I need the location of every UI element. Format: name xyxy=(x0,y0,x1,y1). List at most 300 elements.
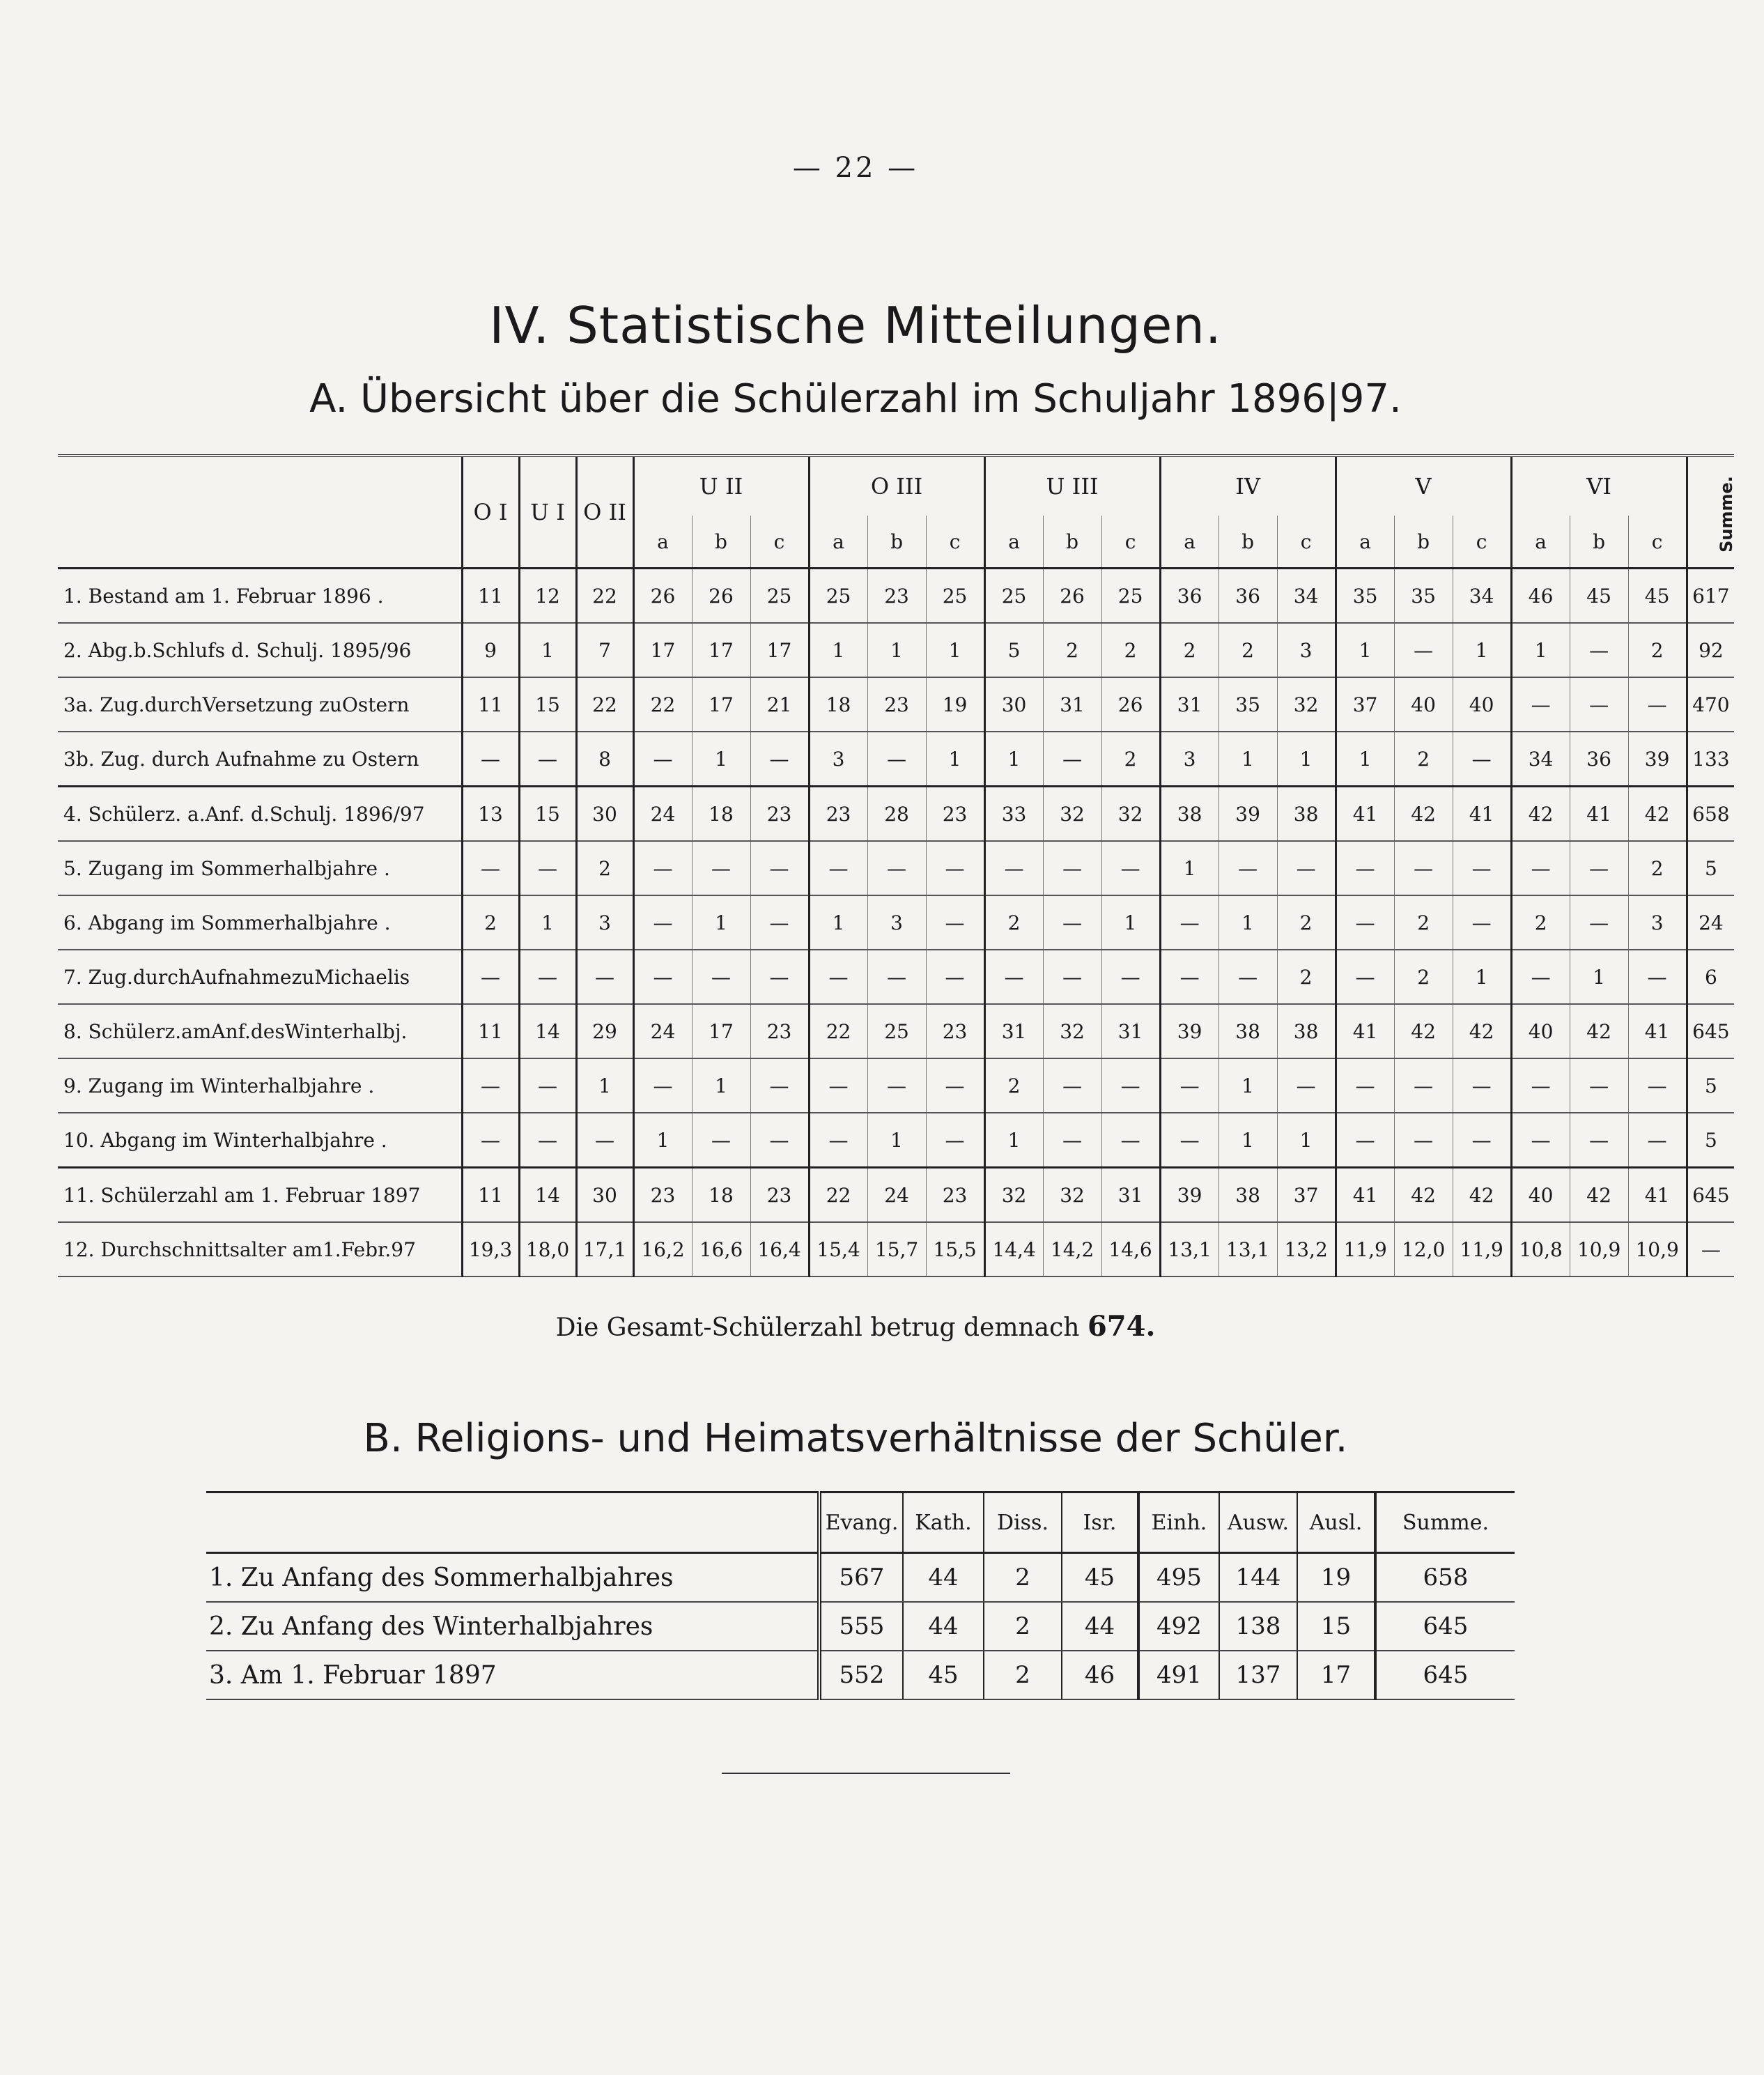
table-cell: 3 xyxy=(1160,732,1218,787)
table-cell: 42 xyxy=(1628,787,1687,842)
sub-a: a xyxy=(1160,516,1218,569)
class-header-oiii: O III xyxy=(809,456,984,516)
row-label: 3. Am 1. Februar 1897 xyxy=(206,1651,819,1699)
table-cell: 658 xyxy=(1375,1553,1515,1603)
table-cell: 37 xyxy=(1277,1168,1336,1223)
class-header-uii: U II xyxy=(633,456,809,516)
table-cell: — xyxy=(633,841,692,895)
class-header-iv: IV xyxy=(1160,456,1336,516)
table-cell: — xyxy=(1043,950,1101,1004)
table-cell: — xyxy=(750,1058,809,1113)
table-cell: 16,4 xyxy=(750,1222,809,1276)
table-cell: — xyxy=(809,950,867,1004)
header-evang: Evang. xyxy=(819,1492,903,1553)
table-row xyxy=(206,1602,1515,1651)
label-header xyxy=(58,456,462,569)
class-header-vi: VI xyxy=(1511,456,1687,516)
table-cell: — xyxy=(576,950,633,1004)
table-cell: 19 xyxy=(926,677,984,732)
table-cell: 10,8 xyxy=(1511,1222,1570,1276)
table-cell: 552 xyxy=(819,1651,903,1699)
sub-c: c xyxy=(1628,516,1687,569)
table-cell: 36 xyxy=(1160,569,1218,624)
page-title: IV. Statistische Mitteilungen. xyxy=(489,296,1222,355)
table-cell: — xyxy=(633,1058,692,1113)
table-cell: 23 xyxy=(809,787,867,842)
table-cell: 3 xyxy=(1277,623,1336,677)
table-cell: 28 xyxy=(867,787,926,842)
table-cell: 1 xyxy=(633,1113,692,1168)
table-cell: — xyxy=(633,950,692,1004)
table-cell: 23 xyxy=(633,1168,692,1223)
table-cell: 2 xyxy=(984,1602,1062,1651)
table-cell: 29 xyxy=(576,1004,633,1058)
header-summe: Summe. xyxy=(1375,1492,1515,1553)
table-cell: 16,2 xyxy=(633,1222,692,1276)
table-cell: 1 xyxy=(692,1058,750,1113)
header-isr: Isr. xyxy=(1062,1492,1138,1553)
table-row xyxy=(58,1168,1734,1223)
table-cell: — xyxy=(926,1113,984,1168)
table-cell: — xyxy=(750,950,809,1004)
sub-a: a xyxy=(1511,516,1570,569)
table-cell: — xyxy=(1511,677,1570,732)
table-cell: — xyxy=(1101,1058,1160,1113)
table-cell: — xyxy=(1218,841,1277,895)
table-cell: 42 xyxy=(1453,1168,1511,1223)
table-cell: 31 xyxy=(1101,1168,1160,1223)
table-cell: — xyxy=(1101,1113,1160,1168)
table-cell: 1 xyxy=(867,623,926,677)
table-cell: — xyxy=(1453,732,1511,787)
table-row xyxy=(206,1651,1515,1699)
table-cell: — xyxy=(867,841,926,895)
table-cell: 2 xyxy=(462,895,519,950)
table-cell: 41 xyxy=(1628,1168,1687,1223)
header-einh: Einh. xyxy=(1138,1492,1219,1553)
table-cell: — xyxy=(1570,677,1628,732)
table-cell: 24 xyxy=(867,1168,926,1223)
table-cell: — xyxy=(1336,1058,1394,1113)
table-cell: 18 xyxy=(809,677,867,732)
table-cell: 13,1 xyxy=(1160,1222,1218,1276)
table-cell: 645 xyxy=(1375,1651,1515,1699)
table-cell: 1 xyxy=(926,623,984,677)
table-cell: 19 xyxy=(1297,1553,1375,1603)
table-cell: — xyxy=(692,841,750,895)
table-cell: — xyxy=(926,950,984,1004)
table-cell: 22 xyxy=(633,677,692,732)
table-cell: 2 xyxy=(984,895,1043,950)
row-label: 10. Abgang im Winterhalbjahre . xyxy=(58,1113,462,1168)
table-cell: 36 xyxy=(1570,732,1628,787)
row-sum-cell: 5 xyxy=(1687,1058,1734,1113)
table-cell: 1 xyxy=(1453,623,1511,677)
table-cell: 1 xyxy=(1570,950,1628,1004)
table-cell: 31 xyxy=(1101,1004,1160,1058)
table-cell: — xyxy=(1336,1113,1394,1168)
table-cell: 38 xyxy=(1218,1168,1277,1223)
table-cell: 36 xyxy=(1218,569,1277,624)
table-cell: — xyxy=(519,841,576,895)
sub-a: a xyxy=(633,516,692,569)
table-row xyxy=(58,677,1734,732)
row-label: 3a. Zug.durchVersetzung zuOstern xyxy=(58,677,462,732)
class-header-ui: U I xyxy=(519,456,576,569)
table-cell: 1 xyxy=(519,895,576,950)
table-cell: — xyxy=(1511,841,1570,895)
table-row xyxy=(58,950,1734,1004)
table-cell: 25 xyxy=(984,569,1043,624)
table-cell: 31 xyxy=(1043,677,1101,732)
table-cell: 19,3 xyxy=(462,1222,519,1276)
table-cell: 32 xyxy=(1043,1168,1101,1223)
row-sum-cell: 5 xyxy=(1687,1113,1734,1168)
table-cell: 24 xyxy=(633,1004,692,1058)
table-cell: 17,1 xyxy=(576,1222,633,1276)
religion-body xyxy=(206,1553,1515,1700)
table-cell: 17 xyxy=(692,623,750,677)
row-sum-cell: 658 xyxy=(1687,787,1734,842)
table-cell: 23 xyxy=(867,569,926,624)
table-cell: 12,0 xyxy=(1394,1222,1453,1276)
summe-header xyxy=(1687,456,1734,569)
table-cell: 41 xyxy=(1453,787,1511,842)
row-label: 12. Durchschnittsalter am1.Febr.97 xyxy=(58,1222,462,1276)
religion-table xyxy=(206,1491,1515,1700)
row-sum-cell: 24 xyxy=(1687,895,1734,950)
table-cell: 39 xyxy=(1160,1168,1218,1223)
table-cell: 38 xyxy=(1160,787,1218,842)
table-cell: 17 xyxy=(692,1004,750,1058)
table-cell: 1 xyxy=(576,1058,633,1113)
row-label: 2. Abg.b.Schlufs d. Schulj. 1895/96 xyxy=(58,623,462,677)
sub-c: c xyxy=(1101,516,1160,569)
class-header-uiii: U III xyxy=(984,456,1160,516)
table-cell: 34 xyxy=(1277,569,1336,624)
table-cell: — xyxy=(462,1113,519,1168)
row-label: 1. Zu Anfang des Sommerhalbjahres xyxy=(206,1553,819,1603)
table-cell: — xyxy=(462,732,519,787)
table-cell: 1 xyxy=(926,732,984,787)
table-cell: 31 xyxy=(984,1004,1043,1058)
table-cell: 3 xyxy=(809,732,867,787)
table-cell: 12 xyxy=(519,569,576,624)
table-cell: 23 xyxy=(926,1004,984,1058)
table-row xyxy=(58,569,1734,624)
table-cell: — xyxy=(519,950,576,1004)
table-cell: — xyxy=(1336,895,1394,950)
row-sum-cell: 92 xyxy=(1687,623,1734,677)
table-cell: 1 xyxy=(809,895,867,950)
table-cell: 41 xyxy=(1628,1004,1687,1058)
table-cell: 44 xyxy=(903,1553,984,1603)
table-cell: 15 xyxy=(519,677,576,732)
table-cell: 16,6 xyxy=(692,1222,750,1276)
row-label: 5. Zugang im Sommerhalbjahre . xyxy=(58,841,462,895)
table-cell: 13,2 xyxy=(1277,1222,1336,1276)
table-cell: — xyxy=(984,950,1043,1004)
table-cell: — xyxy=(462,841,519,895)
table-cell: 23 xyxy=(867,677,926,732)
sub-c: c xyxy=(750,516,809,569)
table-cell: 7 xyxy=(576,623,633,677)
table-cell: 2 xyxy=(1277,950,1336,1004)
table-cell: 25 xyxy=(867,1004,926,1058)
table-cell: 17 xyxy=(633,623,692,677)
table-cell: 41 xyxy=(1336,787,1394,842)
table-cell: 1 xyxy=(1218,895,1277,950)
row-label: 8. Schülerz.amAnf.desWinterhalbj. xyxy=(58,1004,462,1058)
table-cell: 1 xyxy=(1218,1058,1277,1113)
table-cell: — xyxy=(519,1058,576,1113)
table-cell: — xyxy=(1043,1113,1101,1168)
table-cell: 2 xyxy=(1277,895,1336,950)
header-kath: Kath. xyxy=(903,1492,984,1553)
row-sum-cell: 470 xyxy=(1687,677,1734,732)
table-cell: 15 xyxy=(1297,1602,1375,1651)
table-cell: 45 xyxy=(1570,569,1628,624)
row-sum-cell: 645 xyxy=(1687,1004,1734,1058)
table-cell: — xyxy=(1453,895,1511,950)
table-cell: 2 xyxy=(1218,623,1277,677)
section-a-title: A. Übersicht über die Schülerzahl im Schuljahr 1896|97. xyxy=(309,376,1402,422)
table-cell: 2 xyxy=(1394,895,1453,950)
table-cell: 2 xyxy=(984,1553,1062,1603)
sub-b: b xyxy=(1570,516,1628,569)
table-cell: 17 xyxy=(692,677,750,732)
table-cell: 1 xyxy=(867,1113,926,1168)
table-cell: 38 xyxy=(1218,1004,1277,1058)
table-cell: — xyxy=(750,732,809,787)
table-cell: 18 xyxy=(692,787,750,842)
table-cell: 5 xyxy=(984,623,1043,677)
table-cell: 2 xyxy=(1101,732,1160,787)
table-cell: 23 xyxy=(926,787,984,842)
header-ausl: Ausl. xyxy=(1297,1492,1375,1553)
table-cell: — xyxy=(1453,841,1511,895)
table-cell: — xyxy=(867,732,926,787)
table-row xyxy=(58,787,1734,842)
table-cell: 1 xyxy=(1336,623,1394,677)
table-cell: 8 xyxy=(576,732,633,787)
table-cell: — xyxy=(1101,950,1160,1004)
sub-c: c xyxy=(1453,516,1511,569)
table-cell: — xyxy=(1394,1113,1453,1168)
table-cell: 17 xyxy=(750,623,809,677)
table-cell: 22 xyxy=(809,1168,867,1223)
table-cell: 1 xyxy=(1277,1113,1336,1168)
table-cell: 13 xyxy=(462,787,519,842)
table-cell: 40 xyxy=(1394,677,1453,732)
table-cell: 14,2 xyxy=(1043,1222,1101,1276)
table-cell: 1 xyxy=(984,1113,1043,1168)
table-cell: 42 xyxy=(1453,1004,1511,1058)
table-cell: 39 xyxy=(1628,732,1687,787)
sub-a: a xyxy=(1336,516,1394,569)
table-cell: 42 xyxy=(1394,1168,1453,1223)
table-cell: — xyxy=(1043,895,1101,950)
table-cell: 2 xyxy=(984,1651,1062,1699)
row-sum-cell: 133 xyxy=(1687,732,1734,787)
table-cell: — xyxy=(1043,732,1101,787)
table-cell: 1 xyxy=(1218,732,1277,787)
table-cell: — xyxy=(1394,1058,1453,1113)
table-cell: — xyxy=(1160,895,1218,950)
table-cell: 32 xyxy=(1101,787,1160,842)
table-cell: 15 xyxy=(519,787,576,842)
sub-a: a xyxy=(984,516,1043,569)
table-cell: 35 xyxy=(1394,569,1453,624)
table-cell: — xyxy=(462,950,519,1004)
table-cell: 11 xyxy=(462,1168,519,1223)
row-label: 11. Schülerzahl am 1. Februar 1897 xyxy=(58,1168,462,1223)
table-cell: — xyxy=(633,895,692,950)
table-cell: 11,9 xyxy=(1336,1222,1394,1276)
table-cell: 25 xyxy=(1101,569,1160,624)
table-row xyxy=(58,1004,1734,1058)
table-cell: 11,9 xyxy=(1453,1222,1511,1276)
table-cell: — xyxy=(809,841,867,895)
table-cell: — xyxy=(633,732,692,787)
page-number: — 22 — xyxy=(792,152,919,184)
table-cell: 40 xyxy=(1511,1004,1570,1058)
table-cell: 41 xyxy=(1336,1004,1394,1058)
student-count-table xyxy=(58,454,1734,1277)
table-cell: — xyxy=(1394,623,1453,677)
table-cell: 39 xyxy=(1218,787,1277,842)
table-cell: 34 xyxy=(1511,732,1570,787)
table-cell: 34 xyxy=(1453,569,1511,624)
table-cell: 14,4 xyxy=(984,1222,1043,1276)
table-cell: — xyxy=(1101,841,1160,895)
table-cell: 42 xyxy=(1570,1168,1628,1223)
table-cell: 32 xyxy=(1043,787,1101,842)
table-cell: 2 xyxy=(1394,732,1453,787)
sub-c: c xyxy=(926,516,984,569)
row-sum-cell: 617 xyxy=(1687,569,1734,624)
table-cell: 41 xyxy=(1336,1168,1394,1223)
table-row xyxy=(58,1222,1734,1276)
table-cell: 30 xyxy=(984,677,1043,732)
total-note-number: 674. xyxy=(1087,1310,1156,1343)
table-cell: — xyxy=(692,950,750,1004)
table-cell: 11 xyxy=(462,1004,519,1058)
table-cell: 46 xyxy=(1511,569,1570,624)
table-cell: — xyxy=(1277,1058,1336,1113)
table-cell: 39 xyxy=(1160,1004,1218,1058)
table-cell: 42 xyxy=(1570,1004,1628,1058)
table-cell: 10,9 xyxy=(1570,1222,1628,1276)
table-cell: 32 xyxy=(1043,1004,1101,1058)
table-cell: 23 xyxy=(750,1004,809,1058)
table-cell: 45 xyxy=(903,1651,984,1699)
class-header-v: V xyxy=(1336,456,1511,516)
sub-b: b xyxy=(1218,516,1277,569)
row-label: 9. Zugang im Winterhalbjahre . xyxy=(58,1058,462,1113)
table-cell: 42 xyxy=(1394,787,1453,842)
table-cell: 137 xyxy=(1219,1651,1297,1699)
table-cell: — xyxy=(1511,1058,1570,1113)
table-cell: 1 xyxy=(984,732,1043,787)
table-cell: 2 xyxy=(1511,895,1570,950)
table-row xyxy=(58,1113,1734,1168)
table-row xyxy=(58,1058,1734,1113)
table-cell: 18 xyxy=(692,1168,750,1223)
table-cell: — xyxy=(750,895,809,950)
table-cell: 21 xyxy=(750,677,809,732)
table-cell: 25 xyxy=(926,569,984,624)
table-cell: 37 xyxy=(1336,677,1394,732)
table-cell: 44 xyxy=(1062,1602,1138,1651)
table-cell: 45 xyxy=(1628,569,1687,624)
table-cell: 10,9 xyxy=(1628,1222,1687,1276)
table-cell: — xyxy=(1043,1058,1101,1113)
table-cell: 46 xyxy=(1062,1651,1138,1699)
row-label: 2. Zu Anfang des Winterhalbjahres xyxy=(206,1602,819,1651)
table-cell: 1 xyxy=(692,732,750,787)
sub-b: b xyxy=(1394,516,1453,569)
table-cell: 2 xyxy=(1628,841,1687,895)
table-cell: — xyxy=(1453,1113,1511,1168)
table-cell: — xyxy=(1453,1058,1511,1113)
table-cell: — xyxy=(1570,623,1628,677)
table-cell: — xyxy=(1336,950,1394,1004)
table-cell: — xyxy=(519,1113,576,1168)
row-label: 6. Abgang im Sommerhalbjahre . xyxy=(58,895,462,950)
table-cell: 1 xyxy=(1453,950,1511,1004)
table-cell: 9 xyxy=(462,623,519,677)
table-cell: — xyxy=(750,841,809,895)
row-sum-cell: — xyxy=(1687,1222,1734,1276)
table-cell: 38 xyxy=(1277,787,1336,842)
table-cell: 23 xyxy=(750,1168,809,1223)
table-cell: 1 xyxy=(1160,841,1218,895)
table-cell: 24 xyxy=(633,787,692,842)
table-cell: — xyxy=(1570,1113,1628,1168)
table-cell: 14,6 xyxy=(1101,1222,1160,1276)
row-sum-cell: 6 xyxy=(1687,950,1734,1004)
table-cell: 2 xyxy=(984,1058,1043,1113)
total-note-text: Die Gesamt-Schülerzahl betrug demnach xyxy=(555,1313,1080,1342)
table-cell: 40 xyxy=(1511,1168,1570,1223)
table-cell: 2 xyxy=(1043,623,1101,677)
table-cell: — xyxy=(1570,1058,1628,1113)
table-cell: — xyxy=(1570,841,1628,895)
table-cell: — xyxy=(462,1058,519,1113)
table-cell: — xyxy=(1218,950,1277,1004)
table-cell: — xyxy=(809,1058,867,1113)
table-cell: 26 xyxy=(1101,677,1160,732)
table-cell: 2 xyxy=(1101,623,1160,677)
table-cell: — xyxy=(1394,841,1453,895)
sub-b: b xyxy=(692,516,750,569)
table-cell: 45 xyxy=(1062,1553,1138,1603)
table-row xyxy=(58,623,1734,677)
table-cell: 1 xyxy=(1218,1113,1277,1168)
table-cell: 492 xyxy=(1138,1602,1219,1651)
table-cell: 2 xyxy=(1394,950,1453,1004)
student-count-body xyxy=(58,569,1734,1277)
table-row xyxy=(58,732,1734,787)
table-cell: 14 xyxy=(519,1004,576,1058)
table-cell: — xyxy=(519,732,576,787)
table-cell: 14 xyxy=(519,1168,576,1223)
table-cell: 3 xyxy=(576,895,633,950)
table-cell: — xyxy=(1628,950,1687,1004)
table-cell: — xyxy=(1160,1113,1218,1168)
section-b-title: B. Religions- und Heimatsverhältnisse der Schüler. xyxy=(363,1416,1348,1461)
